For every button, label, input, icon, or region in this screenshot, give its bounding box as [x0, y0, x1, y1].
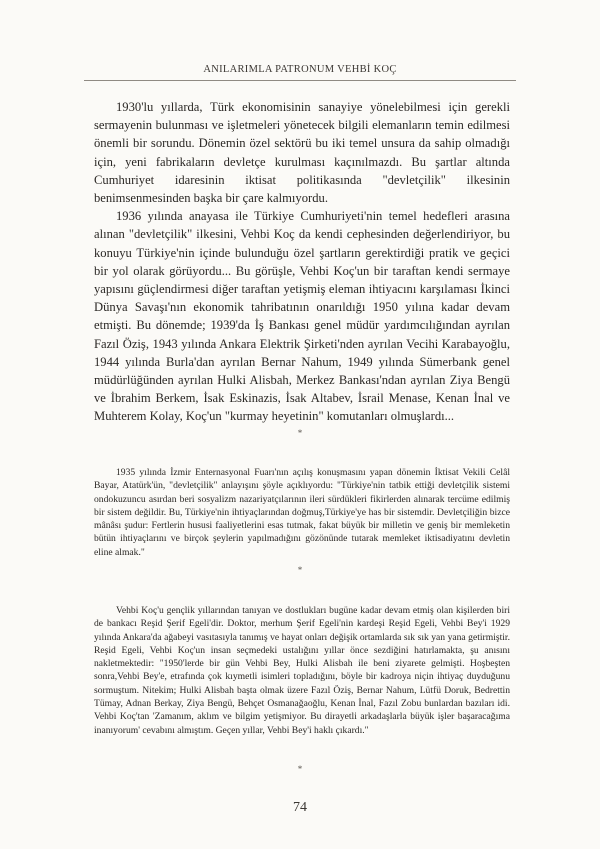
paragraph: 1936 yılında anayasa ile Türkiye Cumhuriyeti'nin temel hedefleri arasına alınan "devletçilik" ilkesini, Vehbi Koç da kendi cephesinden değerlendiriyor, bu konuyu Türkiye'nin içinde bulunduğu özel şartların gerektirdiği pratik ve geçici bir yol olarak görüyordu... Bu görüşle, Vehbi Koç'un bir taraftan kendi sermaye yapısını güçlendirmesi diğer taraftan yetişmiş eleman ihtiyacını karşılaması İkinci Dünya Savaşı'nın ekonomik tahribatının onarıldığı 1950 yılına kadar devam etmişti. Bu dönemde; 1939'da İş Bankası genel müdür yardımcılığından ayrılan Fazıl Öziş, 1943 yılında Ankara Elektrik Şirketi'nden ayrılan Vecihi Karabayoğlu, 1944 yılında Burla'dan ayrılan Bernar Nahum, 1949 yılında Sümerbank genel müdürlüğünden ayrılan Hulki Alisbah, Merkez Bankası'ndan ayrılan Ziya Bengü ve İbrahim Berkem, İsak Eskinazis, İsak Altabev, İsrail Menase, Kenan İnal ve Muhterem Kolay, Koç'un "kurmay heyetinin" komutanları olmuşlardı...: [94, 209, 510, 424]
footnote-1: [94, 466, 510, 559]
footnote-text: 1935 yılında İzmir Enternasyonal Fuarı'nın açılış konuşmasını yapan dönemin İktisat Vekili Celâl Bayar, Atatürk'ün, "devletçilik" anlayışını şöyle açıklıyordu: "Türkiye'nin tatbik ettiği devletçilik sistemi ondokuzuncu asırdan beri sosyalizm nazariyatçılarının ileri sürdükleri fikirlerden alınarak tercüme edilmiş bir sistem değildir. Bu, Türkiye'nin ihtiyaçlarından doğmuş,Türkiye'ye has bir sistemdir. Devletçiliğin bizce mânâsı şudur: Fertlerin hususi faaliyetlerini esas tutmak, fakat büyük bir milletin ve geniş bir memleketin bütün ihtiyaçlarını ve birçok şeylerin yapılmadığını gözönünde tutarak memleket iktisadiyatını devletin eline almak.": [94, 467, 510, 558]
page-number: 74: [293, 800, 307, 815]
section-separator: *: [297, 764, 303, 774]
running-header: ANILARIMLA PATRONUM VEHBİ KOÇ: [203, 64, 397, 75]
footnote-text: Vehbi Koç'u gençlik yıllarından tanıyan ve dostlukları bugüne kadar devam etmiş olan kişilerden biri de bankacı Reşid Şerif Egeli'dir. Doktor, merhum Şerif Egeli'nin kardeşi Reşid Egeli, Vehbi Bey'i 1929 yılında Ankara'da ağabeyi vasıtasıyla tanımış ve hayat onları değişik ortamlarda sık sık yan yana getirmiştir. Reşid Egeli, Vehbi Koç'un insan seçmedeki ustalığını yıllar önce sezdiğini hatırlamakta, şu anısını nakletmektedir: "1950'lerde bir gün Vehbi Bey, Hulki Alisbah ile beni ziyarete gelmişti. Hoşbeşten sonra,Vehbi Bey'e, etrafında çok kıymetli isimleri topladığını, böyle bir kadroya niçin ihtiyaç duyduğunu sormuştum. Nitekim; Hulki Alisbah başta olmak üzere Fazıl Öziş, Bernar Nahum, Lütfü Doruk, Bedrettin Tümay, Adnan Berkay, Ziya Bengü, Behçet Osmanağaoğlu, Kenan İnal, Fazıl Zobu bunlardan bazıları idi. Vehbi Koç'tan 'Zamanım, aklım ve bilgim yetişmiyor. Bu dirayetli arkadaşlarla büyük işler başaracağıma inanıyorum' cevabını almıştım. Geçen yıllar, Vehbi Bey'i haklı çıkardı.": [94, 605, 510, 736]
section-separator: *: [297, 428, 303, 438]
section-separator: *: [297, 565, 303, 575]
header-rule: [84, 80, 516, 81]
main-text: [94, 98, 510, 426]
footnote-2: [94, 604, 510, 737]
paragraph: 1930'lu yıllarda, Türk ekonomisinin sanayiye yönelebilmesi için gerekli sermayenin bulunması ve işletmeleri yönetecek bilgili elemanların temin edilmesi önemli bir sorundu. Dönemin özel sektörü bu iki temel unsura da sahip olmadığı için, yeni fabrikaların devletçe kurulması kaçınılmazdı. Bu şartlar altında Cumhuriyet idaresinin iktisat politikasında "devletçilik" ilkesinin benimsenmesinden başka bir çare kalmıyordu.: [94, 100, 510, 206]
